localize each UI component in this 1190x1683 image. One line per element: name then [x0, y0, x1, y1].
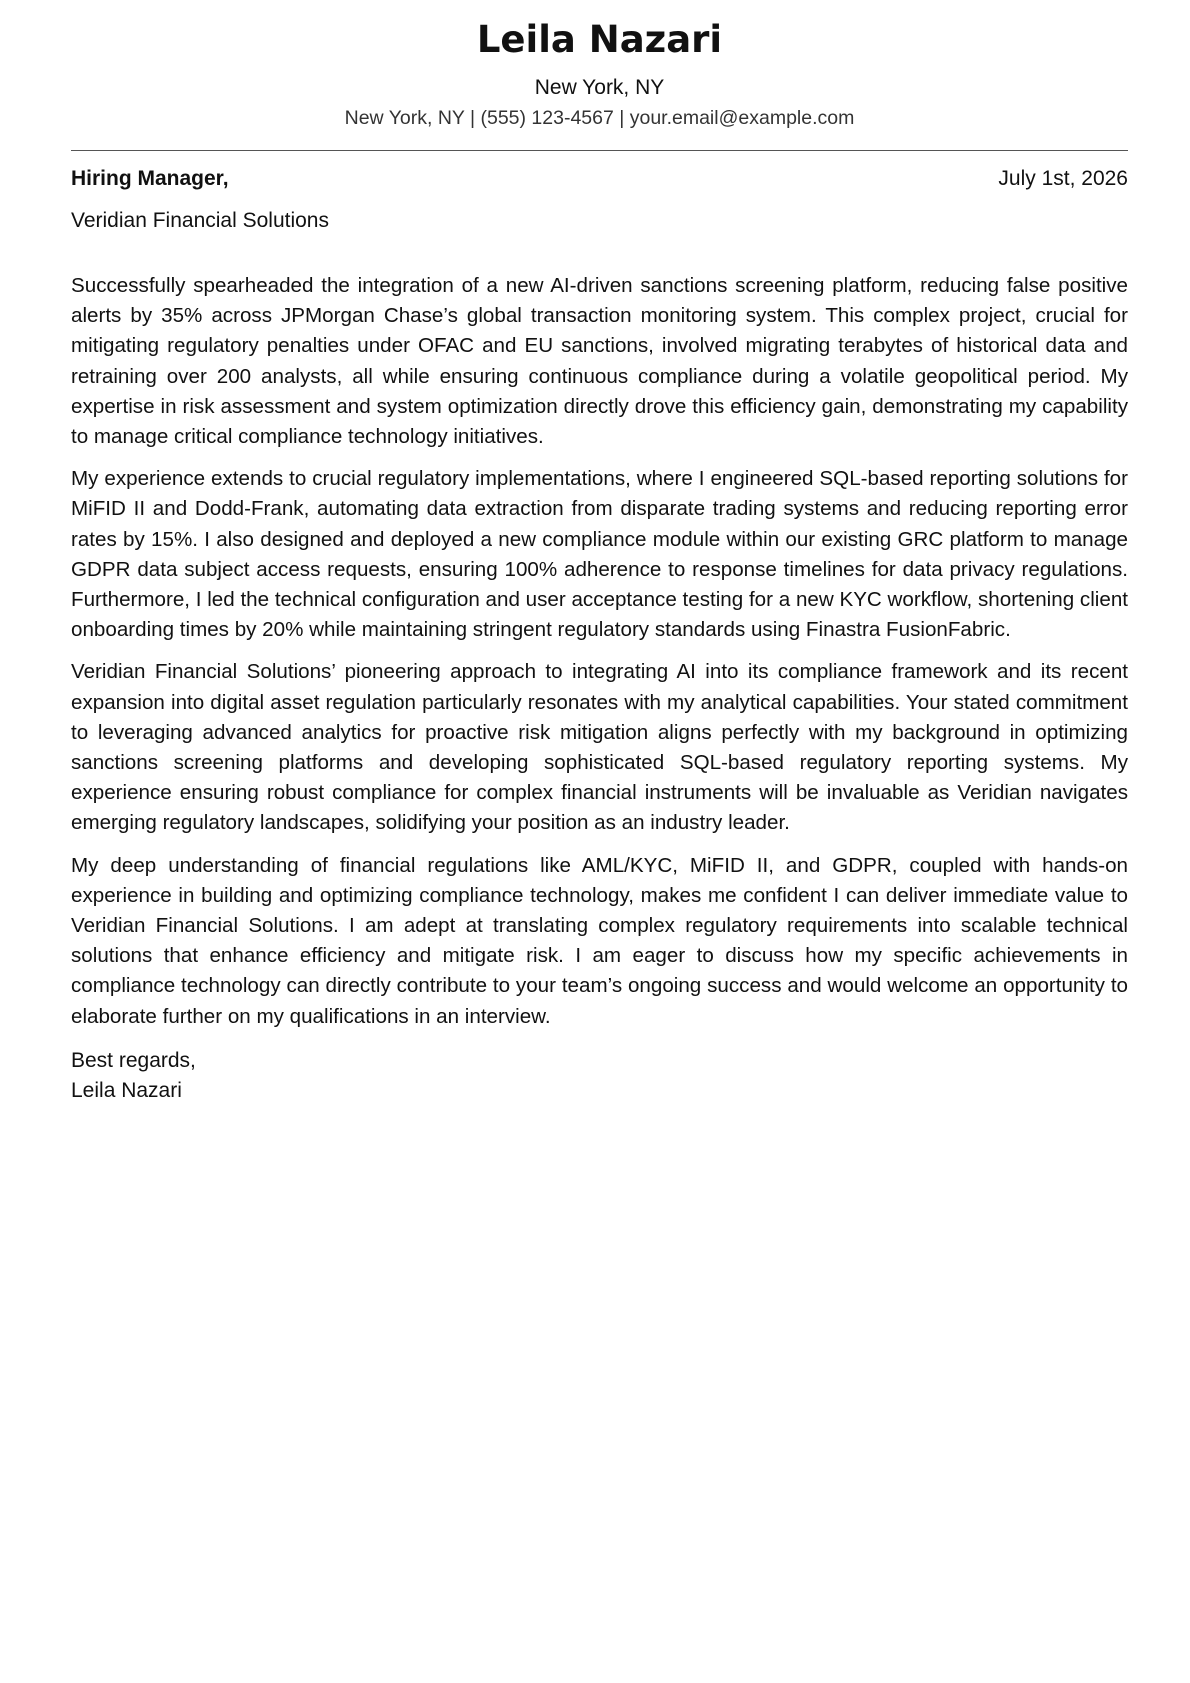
applicant-name: Leila Nazari: [476, 18, 723, 61]
body-paragraph-2: My experience extends to crucial regulatory implementations, where I engineered SQL-based reporting solutions for MiFID II and Dodd-Frank, automating data extraction from disparate trading systems and reducing reporting error rates by 15%. I also designed and deployed a new compliance module within our existing GRC platform to manage GDPR data subject access requests, ensuring 100% adherence to response timelines for data privacy regulations. Furthermore, I led the technical configuration and user acceptance testing for a new KYC workflow, shortening client onboarding times by 20% while maintaining stringent regulatory standards using Finastra FusionFabric.: [71, 467, 1128, 642]
body-paragraph-3: Veridian Financial Solutions’ pioneering approach to integrating AI into its compliance framework and its recent expansion into digital asset regulation particularly resonates with my analytical capabilities. Your stated commitment to leveraging advanced analytics for proactive risk mitigation aligns perfectly with my background in optimizing sanctions screening platforms and developing sophisticated SQL-based regulatory reporting systems. My experience ensuring robust compliance for complex financial instruments will be invaluable as Veridian navigates emerging regulatory landscapes, solidifying your position as an industry leader.: [71, 660, 1128, 835]
body-paragraph-4: My deep understanding of financial regulations like AML/KYC, MiFID II, and GDPR, coupled with hands-on experience in building and optimizing compliance technology, makes me confident I can deliver immediate value to Veridian Financial Solutions. I am adept at translating complex regulatory requirements into scalable technical solutions that enhance efficiency and mitigate risk. I am eager to discuss how my specific achievements in compliance technology can directly contribute to your team’s ongoing success and would welcome an opportunity to elaborate further on my qualifications in an interview.: [71, 853, 1128, 1028]
recipient-company: Veridian Financial Solutions: [71, 209, 329, 232]
recipient-date-row: [71, 165, 1128, 193]
applicant-location: New York, NY: [534, 76, 665, 99]
recipient-salutation: Hiring Manager,: [71, 167, 229, 190]
letter-date: July 1st, 2026: [998, 167, 1128, 190]
closing-phrase: Best regards,: [71, 1048, 196, 1072]
letter-closing: [71, 1046, 1128, 1106]
body-paragraph-1: Successfully spearheaded the integration of a new AI-driven sanctions screening platform, reducing false positive alerts by 35% across JPMorgan Chase’s global transaction monitoring system. This complex project, crucial for mitigating regulatory penalties under OFAC and EU sanctions, involved migrating terabytes of historical data and retraining over 200 analysts, all while ensuring continuous compliance during a volatile geopolitical period. My expertise in risk assessment and system optimization directly drove this efficiency gain, demonstrating my capability to manage critical compliance technology initiatives.: [71, 274, 1128, 449]
signature-name: Leila Nazari: [71, 1078, 182, 1102]
cover-letter-page: [71, 0, 1128, 1683]
letter-header: [71, 0, 1128, 131]
header-divider: [71, 150, 1128, 151]
letter-body: [71, 271, 1128, 1032]
applicant-contact-line: New York, NY | (555) 123-4567 | your.email@example.com: [344, 107, 855, 129]
